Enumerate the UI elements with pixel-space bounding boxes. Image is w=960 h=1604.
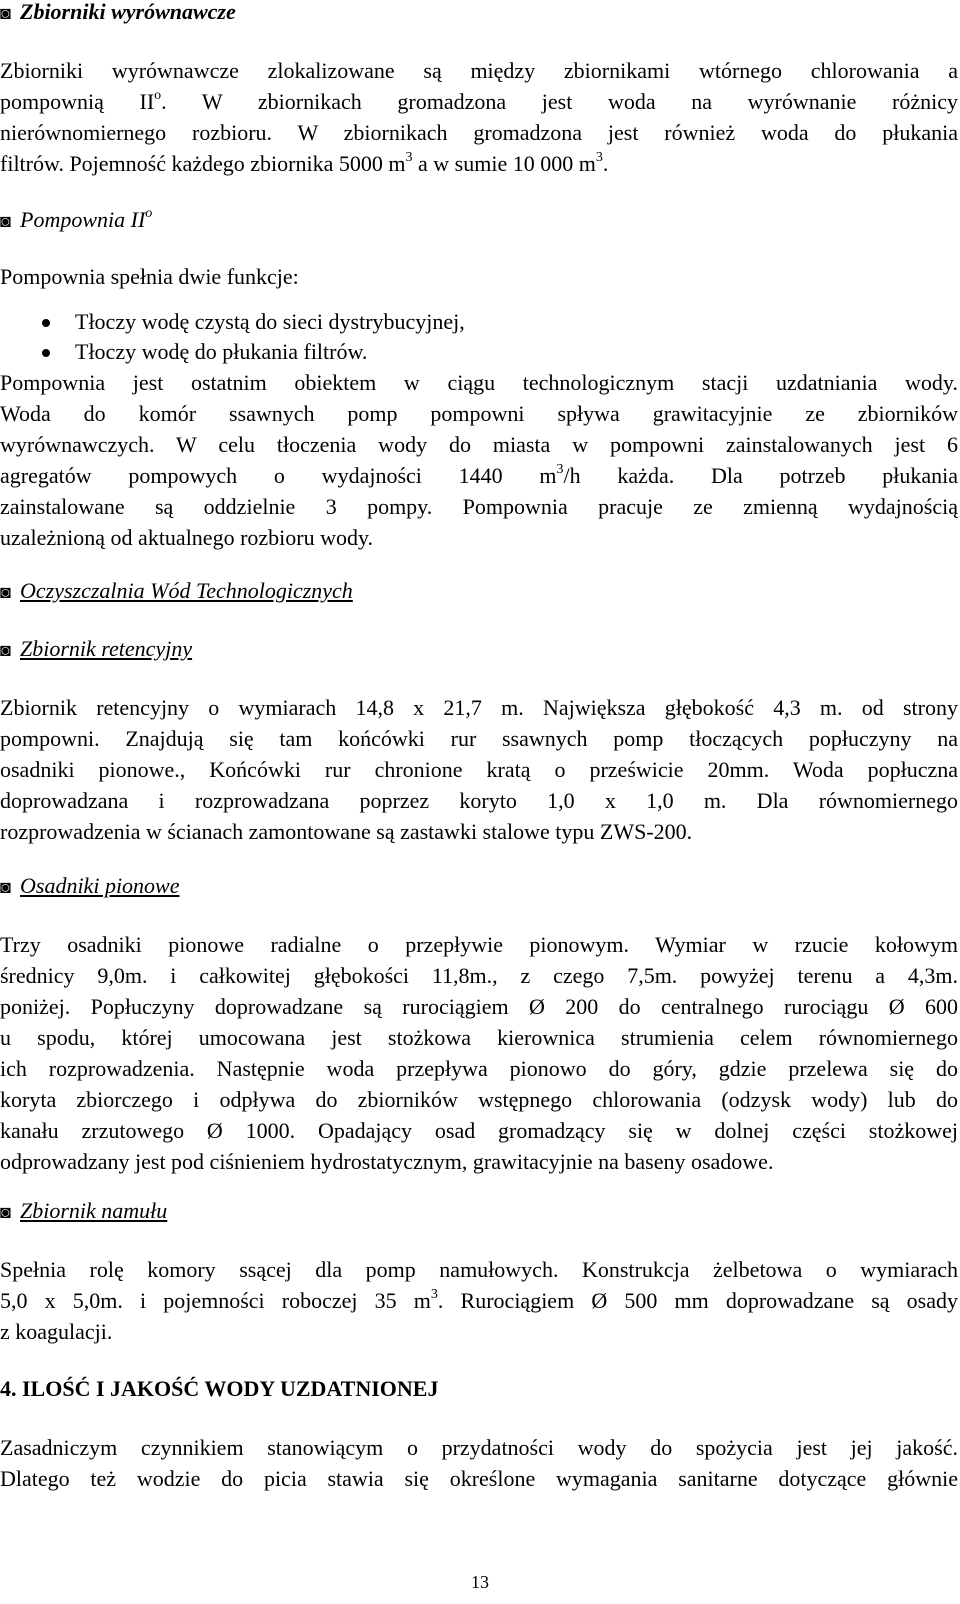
heading-zbiornik-retencyjny: ◙ Zbiornik retencyjny bbox=[0, 634, 958, 665]
page-number: 13 bbox=[471, 1572, 489, 1592]
heading-pompownia: ◙ Pompownia $II^o$ bbox=[0, 205, 958, 236]
list-item: Tłoczy wodę czystą do sieci dystrybucyjnej, bbox=[0, 307, 958, 337]
heading-osadniki-pionowe: ◙ Osadniki pionowe bbox=[0, 871, 958, 902]
list-item: Tłoczy wodę do płukania filtrów. bbox=[0, 337, 958, 367]
pompownia-intro: Pompownia spełnia dwie funkcje: bbox=[0, 264, 299, 289]
heading-bullet-icon: ◙ bbox=[0, 582, 11, 602]
bullet-dot-icon bbox=[42, 319, 50, 327]
paragraph-zbiornik-retencyjny: Zbiornik retencyjny o wymiarach 14,8 x 21,7 m. Największa głębokość 4,3 m. od strony pompowni. Znajdują się tam końcówki rur ssawnych pomp tłoczących popłuczyny na osadniki pionowe., Końcówki rur chronione kratą o prześwicie 20mm. Woda popłuczna doprowadzana i rozprowadzana poprzez koryto 1,0 x 1,0 m. Dla równomiernego rozprowadzenia w ścianach zamontowane są zastawki stalowe typu ZWS-200. bbox=[0, 695, 958, 844]
heading-zbiorniki-wyrownawcze: ◙ Zbiorniki wyrównawcze bbox=[0, 0, 958, 28]
pompownia-functions-list bbox=[0, 307, 958, 367]
paragraph-zbiornik-namulu: Spełnia rolę komory ssącej dla pomp namułowych. Konstrukcja żelbetowa o wymiarach 5,0 x 5,0m. i pojemności roboczej 35 $m^3$. Rurociągiem Ø 500 mm doprowadzane są osady z koagulacji. bbox=[0, 1257, 959, 1344]
heading-bullet-icon: ◙ bbox=[0, 1202, 11, 1222]
heading-zbiornik-namulu: ◙ Zbiornik namułu bbox=[0, 1196, 958, 1227]
paragraph-ilosc-i-jakosc: Zasadniczym czynnikiem stanowiącym o przydatności wody do spożycia jest jej jakość. Dlatego też wodzie do picia stawia się określone wymagania sanitarne dotyczące głównie bbox=[0, 1435, 958, 1491]
heading-bullet-icon: ◙ bbox=[0, 3, 11, 23]
paragraph-pompownia: Pompownia jest ostatnim obiektem w ciągu technologicznym stacji uzdatniania wody. Woda do komór ssawnych pomp pompowni spływa grawitacyjnie ze zbiorników wyrównawczych. W celu tłoczenia wody do miasta w pompowni zainstalowanych jest 6 agregatów pompowych o wydajności 1440 $m^3/h$ każda. Dla potrzeb płukania zainstalowane są oddzielnie 3 pompy. Pompownia pracuje ze zmienną wydajnością uzależnioną od aktualnego rozbioru wody. bbox=[0, 370, 958, 550]
section-heading-ilosc-i-jakosc: 4. ILOŚĆ I JAKOŚĆ WODY UZDATNIONEJ bbox=[0, 1376, 439, 1401]
heading-oczyszczalnia: ◙ Oczyszczalnia Wód Technologicznych bbox=[0, 576, 958, 607]
heading-bullet-icon: ◙ bbox=[0, 640, 11, 660]
heading-bullet-icon: ◙ bbox=[0, 211, 11, 231]
paragraph-osadniki-pionowe: Trzy osadniki pionowe radialne o przepływie pionowym. Wymiar w rzucie kołowym średnicy 9,0m. i całkowitej głębokości 11,8m., z czego 7,5m. powyżej terenu a 4,3m. poniżej. Popłuczyny doprowadzane są rurociągiem Ø 200 do centralnego rurociągu Ø 600 u spodu, której umocowana jest stożkowa kierownica strumienia celem równomiernego ich rozprowadzenia. Następnie woda przepływa pionowo do góry, gdzie przelewa się do koryta zbiorczego i odpływa do zbiorników wstępnego chlorowania (odzysk wody) lub do kanału zrzutowego Ø 1000. Opadający osad gromadzący się w dolnej części stożkowej odprowadzany jest pod ciśnieniem hydrostatycznym, grawitacyjnie na baseny osadowe. bbox=[0, 932, 958, 1174]
bullet-dot-icon bbox=[42, 349, 50, 357]
paragraph-zbiorniki-wyrownawcze: Zbiorniki wyrównawcze zlokalizowane są między zbiornikami wtórnego chlorowania a pompownią $II^o$. W zbiornikach gromadzona jest woda na wyrównanie różnicy nierównomiernego rozbioru. W zbiornikach gromadzona jest również woda do płukania filtrów. Pojemność każdego zbiornika 5000 $m^3$ a w sumie 10 000 $m^3$. bbox=[0, 58, 958, 176]
heading-bullet-icon: ◙ bbox=[0, 877, 11, 897]
